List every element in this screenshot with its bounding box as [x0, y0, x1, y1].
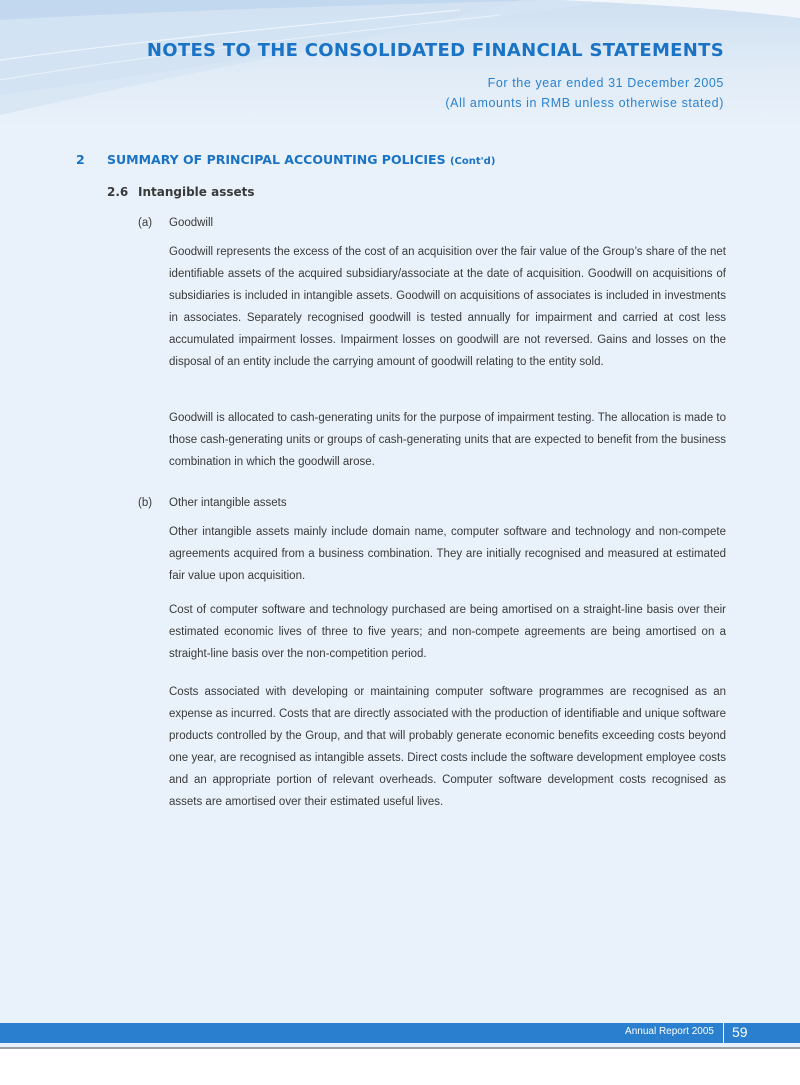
footer-divider	[723, 1022, 724, 1044]
section-number: 2	[76, 152, 85, 167]
paragraph: Cost of computer software and technology purchased are being amortised on a straight-line basis over their estimated economic lives of three to five years; and non-compete agreements are being amortised on a straight-line basis over the non-competition period.	[169, 604, 726, 660]
subsection-number: 2.6	[107, 185, 129, 199]
paragraph: Other intangible assets mainly include domain name, computer software and technology and non-compete agreements acquired from a business combination. They are initially recognised and measured at estimated fair value upon acquisition.	[169, 526, 726, 582]
page-bottom-margin	[0, 1049, 800, 1085]
footer-report-label: Annual Report 2005	[625, 1026, 714, 1037]
subtitle-period: For the year ended 31 December 2005	[487, 76, 724, 90]
item-heading: Goodwill	[169, 217, 214, 229]
subsection-title: Intangible assets	[138, 185, 255, 199]
paragraph: Goodwill is allocated to cash-generating units for the purpose of impairment testing. The allocation is made to those cash-generating units or groups of cash-generating units that are expected to benefit from the business combination in which the goodwill arose.	[169, 412, 726, 468]
section-title-text: SUMMARY OF PRINCIPAL ACCOUNTING POLICIES	[107, 152, 446, 167]
paragraph: Costs associated with developing or maintaining computer software programmes are recognised as an expense as incurred. Costs that are directly associated with the production of identifiable and unique software products controlled by the Group, and that will probably generate economic benefits exceeding costs beyond one year, are recognised as intangible assets. Direct costs include the software development employee costs and an appropriate portion of relevant overheads. Computer software development costs recognised as assets are amortised over their estimated useful lives.	[169, 686, 726, 808]
subtitle-currency-note: (All amounts in RMB unless otherwise stated)	[445, 96, 724, 110]
paragraph: Goodwill represents the excess of the cost of an acquisition over the fair value of the Group’s share of the net identifiable assets of the acquired subsidiary/associate at the date of acquisition. Goodwill on acquisitions of subsidiaries is included in intangible assets. Goodwill on acquisitions of associates is included in investments in associates. Separately recognised goodwill is tested annually for impairment and carried at cost less accumulated impairment losses. Impairment losses on goodwill are not reversed. Gains and losses on the disposal of an entity include the carrying amount of goodwill relating to the entity sold.	[169, 246, 726, 368]
page-subtitle	[445, 73, 724, 113]
item-label: (a)	[138, 217, 153, 229]
section-continued-label: (Cont'd)	[449, 156, 496, 167]
page-number: 59	[732, 1024, 748, 1040]
item-label: (b)	[138, 497, 153, 509]
section-title	[107, 152, 495, 167]
page-title: NOTES TO THE CONSOLIDATED FINANCIAL STATEMENTS	[146, 40, 724, 61]
item-heading: Other intangible assets	[169, 497, 287, 509]
